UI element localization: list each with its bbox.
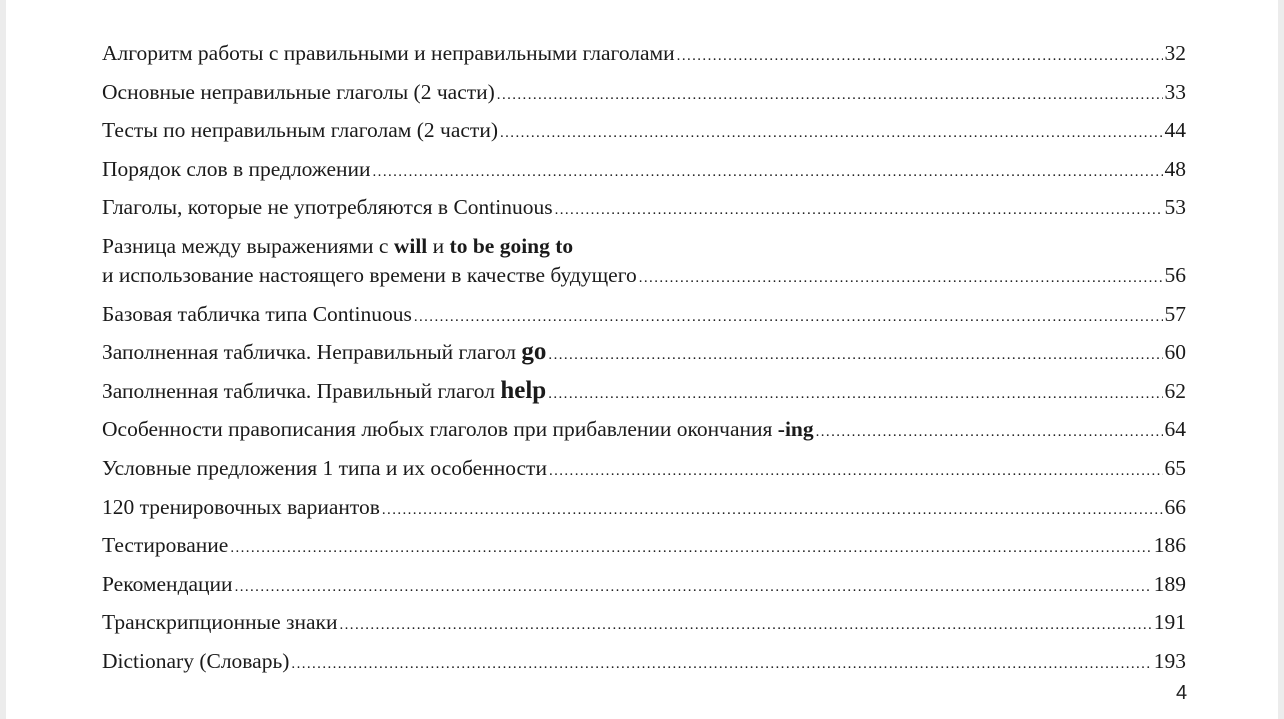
toc-entry-page: 53 xyxy=(1164,195,1186,220)
toc-entry-title xyxy=(102,414,814,444)
toc-entry xyxy=(102,231,1186,293)
toc-entry-title: 120 тренировочных вариантов xyxy=(102,494,380,519)
toc-entry-bold: to be going to xyxy=(449,233,574,258)
toc-entry-title: Условные предложения 1 типа и их особенности xyxy=(102,455,547,480)
toc-entry-title-line2 xyxy=(102,260,1186,293)
toc-entry xyxy=(102,607,1186,640)
toc-entry-title: Глаголы, которые не употребляются в Continuous xyxy=(102,195,553,220)
toc-leader-dots xyxy=(414,302,1163,332)
toc-entry-bold: will xyxy=(393,233,428,258)
toc-entry-page: 189 xyxy=(1153,571,1186,596)
toc-leader-dots xyxy=(373,157,1163,187)
toc-entry-title: Рекомендации xyxy=(102,571,233,596)
toc-entry-page: 64 xyxy=(1164,417,1186,442)
toc-entry-page: 191 xyxy=(1153,610,1186,635)
toc-entry-page: 56 xyxy=(1164,262,1186,287)
toc-leader-dots xyxy=(548,340,1162,370)
document-page xyxy=(6,0,1278,719)
toc-leader-dots xyxy=(291,649,1151,679)
toc-entry-text: Заполненная табличка. Правильный глагол xyxy=(102,378,501,403)
toc-entry xyxy=(102,530,1186,563)
toc-leader-dots xyxy=(816,417,1163,447)
toc-entry xyxy=(102,414,1186,447)
toc-entry xyxy=(102,192,1186,225)
toc-entry-title: Порядок слов в предложении xyxy=(102,156,371,181)
toc-leader-dots xyxy=(497,80,1163,110)
toc-entry-title: Транскрипционные знаки xyxy=(102,610,338,635)
toc-leader-dots xyxy=(549,456,1163,486)
toc-leader-dots xyxy=(548,379,1162,409)
toc-entry xyxy=(102,299,1186,332)
page-number: 4 xyxy=(1176,682,1188,704)
toc-leader-dots xyxy=(555,195,1163,225)
toc-leader-dots xyxy=(340,610,1152,640)
toc-entry-title: Алгоритм работы с правильными и неправильными глаголами xyxy=(102,41,675,65)
toc-entry xyxy=(102,38,1186,71)
toc-entry-title xyxy=(102,376,546,406)
toc-entry-page: 193 xyxy=(1153,648,1186,673)
toc-leader-dots xyxy=(235,572,1152,602)
toc-entry xyxy=(102,453,1186,486)
toc-entry-bold: help xyxy=(500,376,547,404)
toc-entry-page: 66 xyxy=(1164,494,1186,519)
toc-leader-dots xyxy=(677,41,1163,71)
toc-entry-title: Тесты по неправильным глаголам (2 части) xyxy=(102,118,498,143)
toc-entry xyxy=(102,77,1186,110)
toc-entry-page: 186 xyxy=(1153,533,1186,558)
table-of-contents xyxy=(102,38,1186,685)
toc-entry-page: 48 xyxy=(1164,156,1186,181)
toc-entry-page: 65 xyxy=(1164,455,1186,480)
toc-entry-title xyxy=(102,337,546,367)
toc-entry-page: 33 xyxy=(1164,79,1186,104)
toc-entry-text: Разница между выражениями с xyxy=(102,233,394,258)
toc-entry-bold: -ing xyxy=(777,417,814,442)
toc-entry-page: 62 xyxy=(1164,378,1186,403)
toc-leader-dots xyxy=(500,118,1163,148)
toc-entry-title-line1 xyxy=(102,231,1186,261)
toc-entry-page: 60 xyxy=(1164,340,1186,365)
toc-entry xyxy=(102,154,1186,187)
toc-entry-title: Базовая табличка типа Continuous xyxy=(102,301,412,326)
toc-entry xyxy=(102,646,1186,679)
toc-leader-dots xyxy=(382,495,1163,525)
toc-entry-title: Dictionary (Словарь) xyxy=(102,648,290,673)
toc-entry-text: Особенности правописания любых глаголов при прибавлении окончания xyxy=(102,417,778,442)
toc-entry-text: и xyxy=(427,233,450,258)
toc-entry-page: 32 xyxy=(1164,41,1186,65)
toc-entry xyxy=(102,115,1186,148)
toc-entry-bold: go xyxy=(521,338,547,366)
toc-entry-page: 57 xyxy=(1164,301,1186,326)
toc-entry-title: Тестирование xyxy=(102,533,229,558)
toc-leader-dots xyxy=(230,533,1151,563)
toc-entry-title: и использование настоящего времени в качестве будущего xyxy=(102,262,637,287)
toc-leader-dots xyxy=(639,263,1163,293)
toc-entry xyxy=(102,376,1186,409)
toc-entry xyxy=(102,337,1186,370)
toc-entry-text: Заполненная табличка. Неправильный глагол xyxy=(102,340,522,365)
toc-entry-page: 44 xyxy=(1164,118,1186,143)
toc-entry xyxy=(102,569,1186,602)
toc-entry-title: Основные неправильные глаголы (2 части) xyxy=(102,79,495,104)
toc-entry xyxy=(102,492,1186,525)
